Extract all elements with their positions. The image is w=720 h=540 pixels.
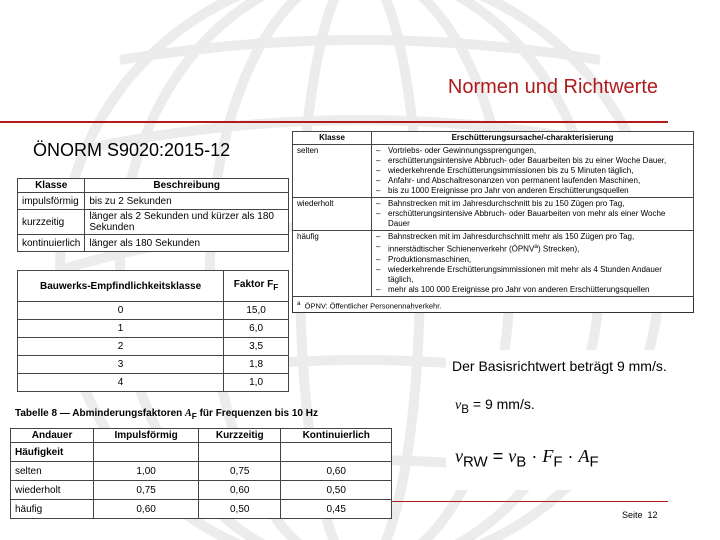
table-header: Bauwerks-Empfindlichkeitsklasse <box>18 271 224 302</box>
eq-symbol: v <box>455 446 463 466</box>
equation-reference <box>455 446 599 471</box>
table-cell: 0,60 <box>94 500 199 519</box>
list-item-text: innerstädtischer Schienenverkehr (ÖPNV <box>388 244 535 254</box>
factor-subscript: F <box>273 282 279 292</box>
table-cell: 15,0 <box>224 302 289 320</box>
list-item: – bis zu 1000 Ereignisse pro Jahr von anderen Erschütterungsquellen <box>388 186 689 196</box>
eq-subscript: F <box>553 453 563 471</box>
table-cell: 0,50 <box>281 481 392 500</box>
table-cell: kurzzeitig <box>18 210 85 235</box>
table-row <box>18 356 289 374</box>
eq-dot: · <box>531 446 538 466</box>
table-cell <box>372 231 694 297</box>
list-item-suffix: ) Strecken), <box>538 244 580 254</box>
table-header: Kontinuierlich <box>281 429 392 443</box>
table-cell: länger als 180 Sekunden <box>85 235 289 252</box>
table-header: Andauer <box>11 429 94 443</box>
eq-symbol: A <box>578 446 590 466</box>
basis-statement: Der Basisrichtwert beträgt 9 mm/s. <box>452 358 667 374</box>
page-number-value: 12 <box>647 510 658 520</box>
table-cell: 4 <box>18 374 224 392</box>
list-item <box>388 242 689 255</box>
table-cell: 3,5 <box>224 338 289 356</box>
table-row <box>293 198 694 231</box>
table-cell: impulsförmig <box>18 193 85 210</box>
table-caption <box>15 408 318 421</box>
eq-symbol: v <box>508 446 517 466</box>
table-cell: 0,60 <box>281 462 392 481</box>
table-cell: 0,75 <box>199 462 281 481</box>
table-row <box>11 481 392 500</box>
footnote-mark: a <box>297 299 301 307</box>
table-cell: 1,8 <box>224 356 289 374</box>
table-row <box>18 320 289 338</box>
table-group-label: Häufigkeit <box>11 443 94 462</box>
table-cell: 1,00 <box>94 462 199 481</box>
table-cell: wiederholt <box>11 481 94 500</box>
list-item: – Anfahr- und Abschaltresonanzen von permanent laufenden Maschinen, <box>388 176 689 186</box>
table-header: Kurzzeitig <box>199 429 281 443</box>
table-cell <box>199 443 281 462</box>
table-row <box>18 210 289 235</box>
table-cell: länger als 2 Sekunden und kürzer als 180 Sekunden <box>85 210 289 235</box>
table-cell: 0,75 <box>94 481 199 500</box>
table-row <box>11 500 392 519</box>
eq-rhs: = 9 mm/s. <box>472 396 535 412</box>
duration-class-table <box>17 178 289 252</box>
table-cell: 3 <box>18 356 224 374</box>
table-row <box>18 302 289 320</box>
list-item: – mehr als 100 000 Ereignisse pro Jahr von anderen Erschütterungsquellen <box>388 285 689 295</box>
table-header: Klasse <box>293 132 372 145</box>
list-item: – wiederkehrende Erschütterungsimmissionen mit mehr als 4 Stunden Andauer täglich, <box>388 265 689 285</box>
eq-subscript: F <box>589 453 599 471</box>
table-row <box>18 338 289 356</box>
page-number <box>622 510 658 520</box>
table-header: Erschütterungsursache/-charakterisierung <box>372 132 694 145</box>
list-item: – Vortriebs- oder Gewinnungssprengungen, <box>388 146 689 156</box>
building-sensitivity-table <box>17 270 289 392</box>
table-cell: 0,50 <box>199 500 281 519</box>
table-header: Klasse <box>18 179 85 193</box>
table-cell <box>372 145 694 198</box>
page-title: Normen und Richtwerte <box>447 76 658 98</box>
vibration-source-table <box>292 131 694 313</box>
table-cell: 6,0 <box>224 320 289 338</box>
footnote-marker: a <box>534 243 538 250</box>
table-cell: 0,45 <box>281 500 392 519</box>
table-cell: bis zu 2 Sekunden <box>85 193 289 210</box>
caption-prefix: Tabelle 8 — Abminderungsfaktoren <box>15 408 183 419</box>
eq-symbol: v <box>455 398 462 413</box>
eq-equals: = <box>492 446 504 466</box>
list-item: – erschütterungsintensive Abbruch- oder Bauarbeiten von mehr als einer Woche Dauer <box>388 209 689 229</box>
table-footnote <box>293 296 694 313</box>
list-item: – erschütterungsintensive Abbruch- oder Bauarbeiten bis zu einer Woche Dauer, <box>388 156 689 166</box>
table-header: Beschreibung <box>85 179 289 193</box>
footnote-text: ÖPNV: Öffentlicher Personennahverkehr. <box>304 301 442 311</box>
table-cell: 0,60 <box>199 481 281 500</box>
table-row <box>18 193 289 210</box>
table-cell: häufig <box>293 231 372 297</box>
table-row <box>18 235 289 252</box>
table-cell <box>94 443 199 462</box>
table-row <box>293 145 694 198</box>
table-cell: 0 <box>18 302 224 320</box>
table-cell <box>372 198 694 231</box>
list-item: – Bahnstrecken mit im Jahresdurchschnitt bis zu 150 Zügen pro Tag, <box>388 199 689 209</box>
list-item: – Produktionsmaschinen, <box>388 255 689 265</box>
title-divider <box>0 121 668 123</box>
table-cell: selten <box>11 462 94 481</box>
caption-subscript: F <box>191 411 197 421</box>
caption-suffix: für Frequenzen bis 10 Hz <box>199 408 318 419</box>
table-cell: 1 <box>18 320 224 338</box>
table-cell: 2 <box>18 338 224 356</box>
table-cell: kontinuierlich <box>18 235 85 252</box>
table-cell: häufig <box>11 500 94 519</box>
table-row <box>18 374 289 392</box>
eq-dot: · <box>567 446 574 466</box>
table-cell: 1,0 <box>224 374 289 392</box>
norm-subtitle: ÖNORM S9020:2015-12 <box>33 140 231 160</box>
table-header: Impulsförmig <box>94 429 199 443</box>
table-cell: selten <box>293 145 372 198</box>
page-label: Seite <box>622 510 643 520</box>
table-row <box>293 231 694 297</box>
equation-basis <box>455 396 535 416</box>
table-cell <box>281 443 392 462</box>
eq-subscript: RW <box>463 453 488 471</box>
eq-symbol: F <box>542 446 554 466</box>
caption-symbol: A <box>185 408 192 419</box>
eq-subscript: B <box>516 453 527 471</box>
factor-label: Faktor F <box>233 279 274 290</box>
table-header <box>224 271 289 302</box>
table-cell: wiederholt <box>293 198 372 231</box>
footer-divider <box>392 501 668 502</box>
list-item: – wiederkehrende Erschütterungsimmissionen bis zu 5 Minuten täglich, <box>388 166 689 176</box>
list-item: – Bahnstrecken mit im Jahresdurchschnitt mehr als 150 Zügen pro Tag, <box>388 232 689 242</box>
table-row <box>11 462 392 481</box>
reduction-factor-table <box>10 428 392 519</box>
eq-subscript: B <box>461 402 469 416</box>
